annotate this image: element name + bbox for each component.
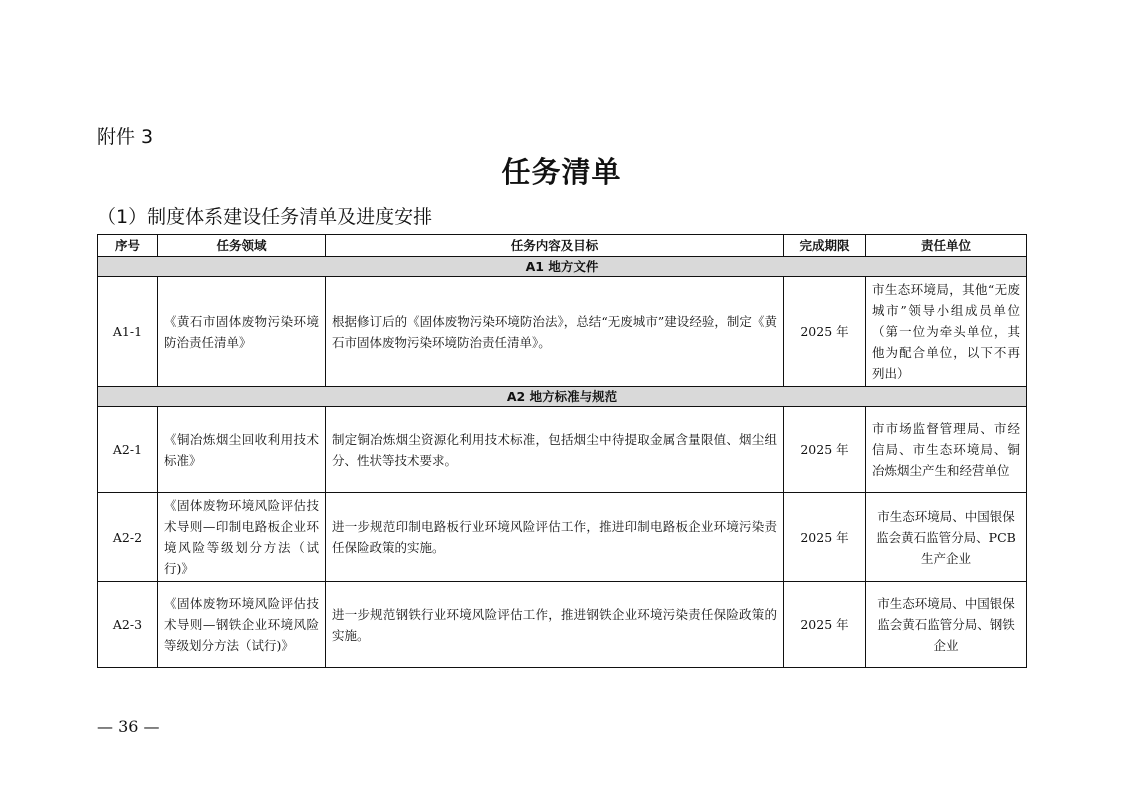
- table-row: [98, 407, 1027, 493]
- section-row: [98, 387, 1027, 407]
- section-title: A1 地方文件: [98, 257, 1027, 277]
- header-content: 任务内容及目标: [326, 235, 784, 257]
- row-id: A2-2: [98, 493, 158, 582]
- row-content: 进一步规范印制电路板行业环境风险评估工作，推进印制电路板企业环境污染责任保险政策的实施。: [326, 493, 784, 582]
- row-deadline: 2025 年: [784, 407, 866, 493]
- row-area: 《固体废物环境风险评估技术导则—印制电路板企业环境风险等级划分方法（试行)》: [158, 493, 326, 582]
- task-table: [97, 234, 1027, 668]
- section-row: [98, 257, 1027, 277]
- section-subtitle: （1）制度体系建设任务清单及进度安排: [97, 206, 433, 228]
- row-id: A1-1: [98, 277, 158, 387]
- row-area: 《固体废物环境风险评估技术导则—钢铁企业环境风险等级划分方法（试行)》: [158, 582, 326, 668]
- header-id: 序号: [98, 235, 158, 257]
- row-owner: 市生态环境局、中国银保监会黄石监管分局、PCB 生产企业: [866, 493, 1027, 582]
- table-row: [98, 582, 1027, 668]
- header-owner: 责任单位: [866, 235, 1027, 257]
- row-deadline: 2025 年: [784, 493, 866, 582]
- row-deadline: 2025 年: [784, 582, 866, 668]
- row-content: 进一步规范钢铁行业环境风险评估工作，推进钢铁企业环境污染责任保险政策的实施。: [326, 582, 784, 668]
- row-area: 《铜冶炼烟尘回收利用技术标准》: [158, 407, 326, 493]
- table-row: [98, 277, 1027, 387]
- row-content: 制定铜冶炼烟尘资源化利用技术标准，包括烟尘中待提取金属含量限值、烟尘组分、性状等技术要求。: [326, 407, 784, 493]
- row-area: 《黄石市固体废物污染环境防治责任清单》: [158, 277, 326, 387]
- table-row: [98, 493, 1027, 582]
- row-deadline: 2025 年: [784, 277, 866, 387]
- header-area: 任务领域: [158, 235, 326, 257]
- page-title: 任务清单: [501, 155, 622, 189]
- table-header-row: [98, 235, 1027, 257]
- row-content: 根据修订后的《固体废物污染环境防治法》，总结“无废城市”建设经验，制定《黄石市固体废物污染环境防治责任清单》。: [326, 277, 784, 387]
- header-deadline: 完成期限: [784, 235, 866, 257]
- attachment-label: 附件 3: [97, 126, 154, 148]
- page-number: — 36 —: [97, 717, 160, 736]
- row-id: A2-3: [98, 582, 158, 668]
- row-owner: 市生态环境局、中国银保监会黄石监管分局、钢铁企业: [866, 582, 1027, 668]
- row-id: A2-1: [98, 407, 158, 493]
- section-title: A2 地方标准与规范: [98, 387, 1027, 407]
- row-owner: 市生态环境局，其他“无废城市”领导小组成员单位（第一位为牵头单位，其他为配合单位，以下不再列出）: [866, 277, 1027, 387]
- row-owner: 市市场监督管理局、市经信局、市生态环境局、铜冶炼烟尘产生和经营单位: [866, 407, 1027, 493]
